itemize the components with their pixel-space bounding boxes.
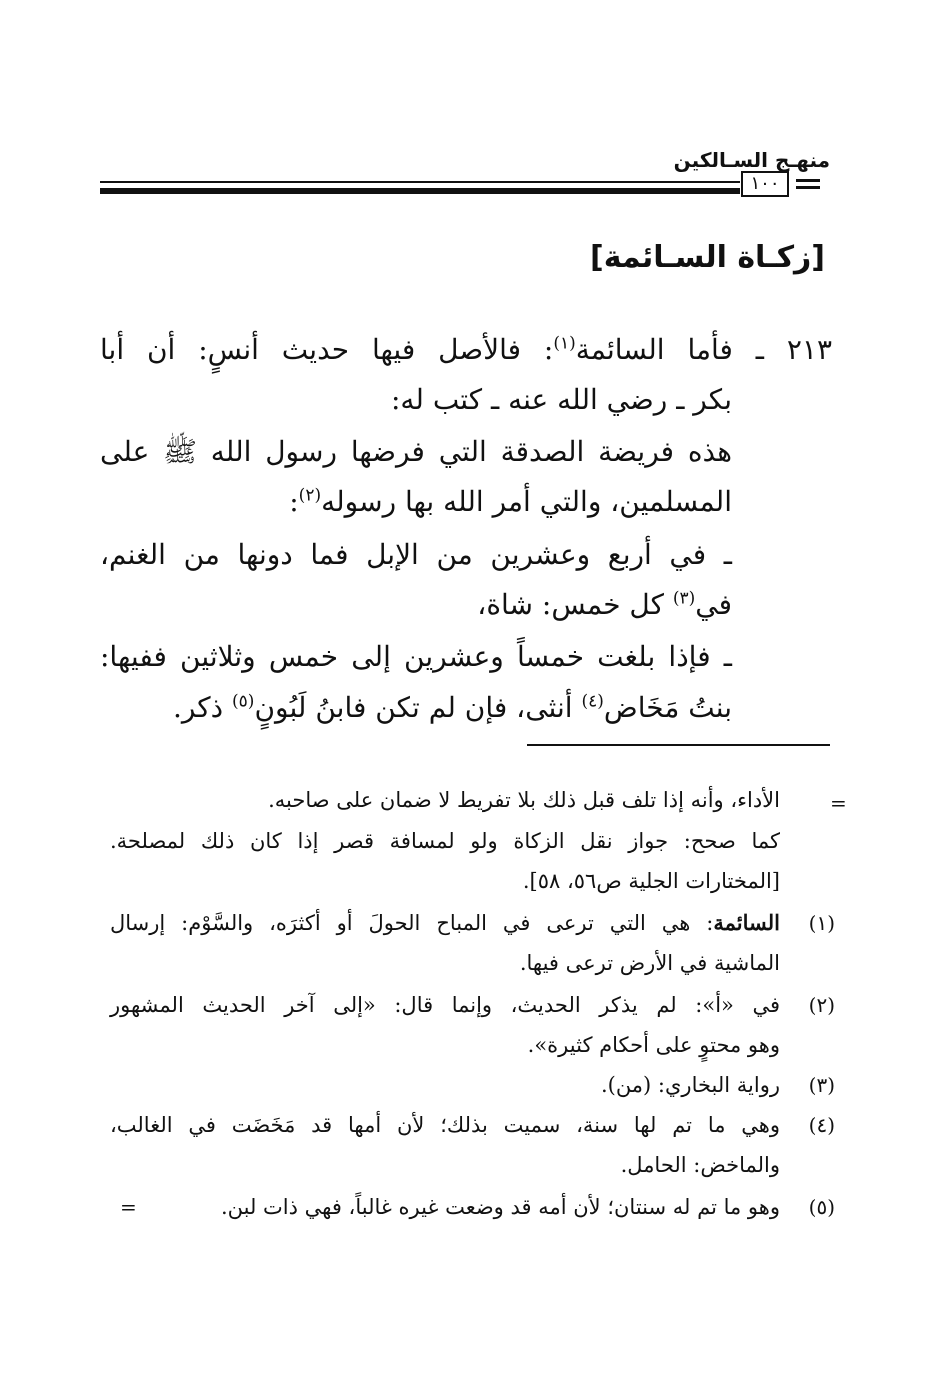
continuation-marker: = — [830, 791, 847, 815]
page-number: ١٠٠ — [741, 171, 789, 197]
footnote-3-line-1: رواية البخاري: (من). — [600, 1073, 780, 1097]
footnote-continuation-line: الأداء، وأنه إذا تلف قبل ذلك بلا تفريط لا ضمان على صاحبه. — [268, 788, 780, 812]
body-text: ذكر. — [172, 691, 233, 724]
body-line-8 — [173, 688, 732, 728]
footnote-2-line-1: في «أ»: لم يذكر الحديث، وإنما قال: «إلى آخر الحديث المشهور — [110, 993, 780, 1017]
body-line-5: ـ في أربع وعشرين من الإبل فما دونها من الغنم، — [100, 538, 732, 571]
page-number-ornament — [796, 179, 820, 189]
footnote-marker-1: (١) — [808, 911, 835, 935]
section-heading: [زكـاة السـائمة] — [590, 240, 825, 275]
continuation-marker: = — [120, 1195, 137, 1219]
footnote-1-line-2: الماشية في الأرض ترعى فيها. — [519, 951, 780, 975]
body-text: المسلمين، والتي أمر الله بها رسوله — [321, 485, 732, 518]
footnote-keyword: السائمة — [713, 910, 780, 935]
footnote-4-line-2: والماخض: الحامل. — [620, 1153, 780, 1177]
footnote-continuation-line: [المختارات الجلية ص٥٦، ٥٨]. — [522, 869, 780, 893]
footnote-marker-4: (٤) — [808, 1113, 835, 1137]
footnote-4-line-1: وهي ما تم لها سنة، سميت بذلك؛ لأن أمها قد مَخَضَت في الغالب، — [110, 1113, 780, 1137]
body-line-7: ـ فإذا بلغت خمساً وعشرين إلى خمس وثلاثين ففيها: — [100, 640, 732, 673]
body-line-6 — [477, 585, 732, 625]
body-text: كل خمس: شاة، — [477, 588, 673, 621]
footnote-continuation-line: كما صحح: جواز نقل الزكاة ولو لمسافة قصر إذا كان ذلك لمصلحة. — [110, 829, 780, 853]
body-line-4 — [289, 482, 732, 522]
body-text: : — [289, 485, 299, 518]
footnote-separator — [527, 744, 830, 746]
footnote-2-line-2: وهو محتوٍ على أحكام كثيرة». — [527, 1033, 780, 1057]
body-text: ٢١٣ ـ فأما السائمة — [575, 333, 832, 366]
footnote-ref-2[interactable]: (٢) — [298, 485, 322, 506]
header-rule — [100, 181, 740, 194]
footnote-marker-5: (٥) — [808, 1195, 835, 1219]
footnote-ref-4[interactable]: (٤) — [581, 691, 604, 712]
footnote-5-line-1: وهو ما تم له سنتان؛ لأن أمه قد وضعت غيره غالباً، فهي ذات لبن. — [220, 1195, 780, 1219]
body-line-2: بكر ـ رضي الله عنه ـ كتب له: — [390, 383, 732, 416]
footnote-ref-5[interactable]: (٥) — [232, 691, 255, 712]
footnote-ref-1[interactable]: (١) — [553, 333, 576, 354]
footnote-marker-2: (٢) — [808, 993, 835, 1017]
body-text: أنثى، فإن لم تكن فابنُ لَبُونٍ — [254, 691, 582, 724]
footnote-1-line-1 — [110, 908, 780, 938]
running-title: منهـج السـالكين — [673, 148, 830, 172]
body-line-1 — [100, 330, 832, 370]
footnote-text: : هي التي ترعى في المباح الحولَ أو أكثرَه، والسَّوْم: إرسال — [110, 911, 714, 935]
footnote-ref-3[interactable]: (٣) — [672, 588, 696, 609]
footnote-marker-3: (٣) — [808, 1073, 835, 1097]
body-text: : فالأصل فيها حديث أنسٍ: أن أبا — [100, 333, 554, 366]
body-text: بنتُ مَخَاض — [603, 691, 732, 724]
body-text: في — [695, 588, 732, 621]
body-line-3: هذه فريضة الصدقة التي فرضها رسول الله ﷺ على — [100, 435, 732, 468]
